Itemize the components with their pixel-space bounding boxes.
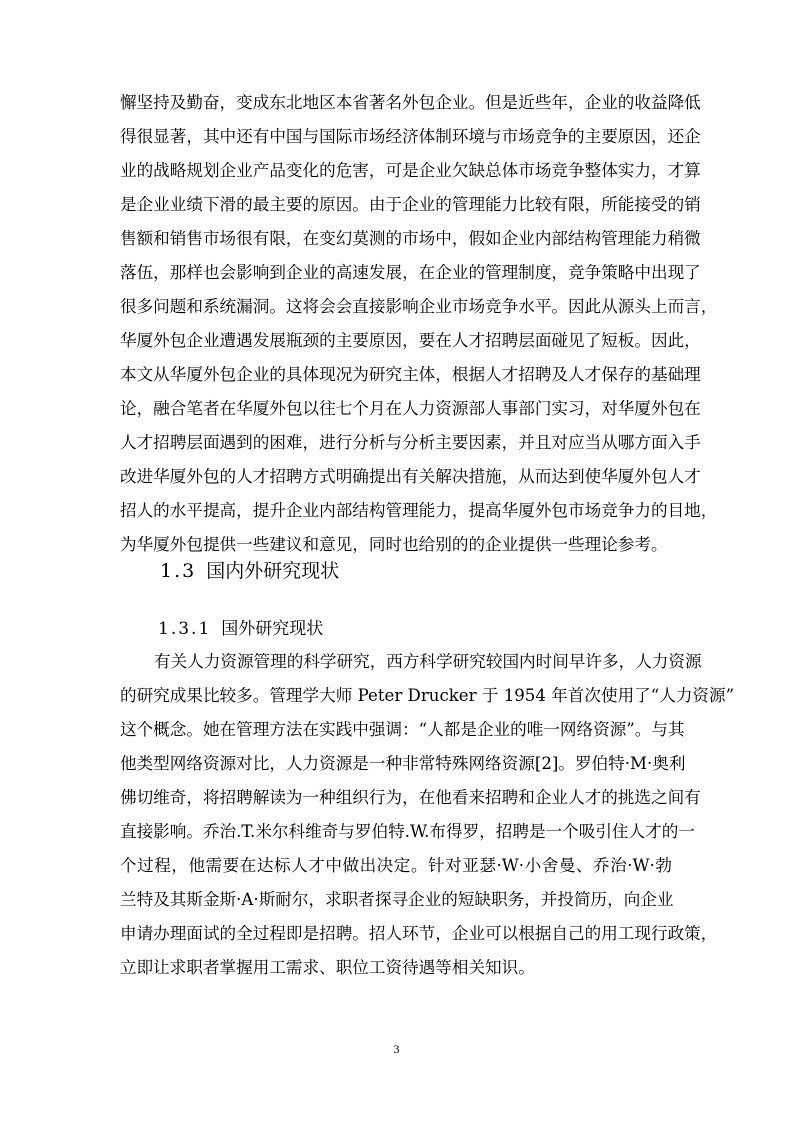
section-heading-1-3 — [160, 558, 339, 584]
text-line: 佛切维奇，将招聘解读为一种组织行为，在他看来招聘和企业人才的挑选之间有 — [120, 788, 701, 807]
text-line: 兰特及其斯金斯·A·斯耐尔，求职者探寻企业的短缺职务，并投简历，向企业 — [120, 890, 674, 909]
text-line: 申请办理面试的全过程即是招聘。招人环节，企业可以根据自己的用工现行政策， — [120, 924, 718, 943]
text-line: 业的战略规划企业产品变化的危害，可是企业欠缺总体市场竞争整体实力，才算 — [120, 161, 701, 180]
text-line: 售额和销售市场很有限，在变幻莫测的市场中，假如企业内部结构管理能力稍微 — [120, 229, 701, 248]
text-line: 的研究成果比较多。管理学大师 Peter Drucker 于 1954 年首次使用了“人力资源” — [120, 686, 735, 705]
text-line: 落伍，那样也会影响到企业的高速发展，在企业的管理制度，竞争策略中出现了 — [120, 263, 701, 282]
subsection-number: 1.3.1 — [158, 619, 212, 639]
text-line: 很多问题和系统漏洞。这将会会直接影响企业市场竞争水平。因此从源头上而言， — [120, 297, 718, 316]
text-line: 他类型网络资源对比，人力资源是一种非常特殊网络资源[2]。罗伯特·M·奥利 — [120, 754, 686, 773]
text-line: 本文从华厦外包企业的具体现况为研究主体，根据人才招聘及人才保存的基础理 — [120, 365, 701, 384]
text-line: 个过程，他需要在达标人才中做出决定。针对亚瑟·W·小舍曼、乔治·W·勃 — [120, 856, 672, 875]
text-line: 人才招聘层面遇到的困难，进行分析与分析主要因素，并且对应当从哪方面入手 — [120, 433, 701, 452]
text-line: 改进华厦外包的人才招聘方式明确提出有关解决措施，从而达到使华厦外包人才 — [120, 467, 701, 486]
subsection-heading-1-3-1 — [158, 617, 323, 641]
subsection-title: 国外研究现状 — [221, 619, 324, 639]
text-line: 立即让求职者掌握用工需求、职位工资待遇等相关知识。 — [120, 958, 535, 977]
text-line: 直接影响。乔治.T.米尔科维奇与罗伯特.W.布得罗，招聘是一个吸引住人才的一 — [120, 822, 695, 841]
text-line: 这个概念。她在管理方法在实践中强调：“人都是企业的唯一网络资源”。与其 — [120, 720, 685, 739]
text-line: 是企业业绩下滑的最主要的原因。由于企业的管理能力比较有限，所能接受的销 — [120, 195, 701, 214]
page-number: 3 — [393, 1042, 400, 1056]
section-title: 国内外研究现状 — [206, 560, 340, 582]
text-line: 招人的水平提高，提升企业内部结构管理能力，提高华厦外包市场竞争力的目地， — [120, 501, 718, 520]
text-line: 有关人力资源管理的科学研究，西方科学研究较国内时间早许多，人力资源 — [154, 652, 702, 671]
text-line: 论，融合笔者在华厦外包以往七个月在人力资源部人事部门实习，对华厦外包在 — [120, 399, 701, 418]
text-line: 华厦外包企业遭遇发展瓶颈的主要原因，要在人才招聘层面碰见了短板。因此， — [120, 331, 701, 350]
text-line: 懈坚持及勤奋，变成东北地区本省著名外包企业。但是近些年，企业的收益降低 — [120, 93, 701, 112]
text-line: 得很显著，其中还有中国与国际市场经济体制环境与市场竞争的主要原因，还企 — [120, 127, 701, 146]
section-number: 1.3 — [160, 560, 197, 582]
text-line: 为华厦外包提供一些建议和意见，同时也给别的的企业提供一些理论参考。 — [120, 535, 668, 554]
